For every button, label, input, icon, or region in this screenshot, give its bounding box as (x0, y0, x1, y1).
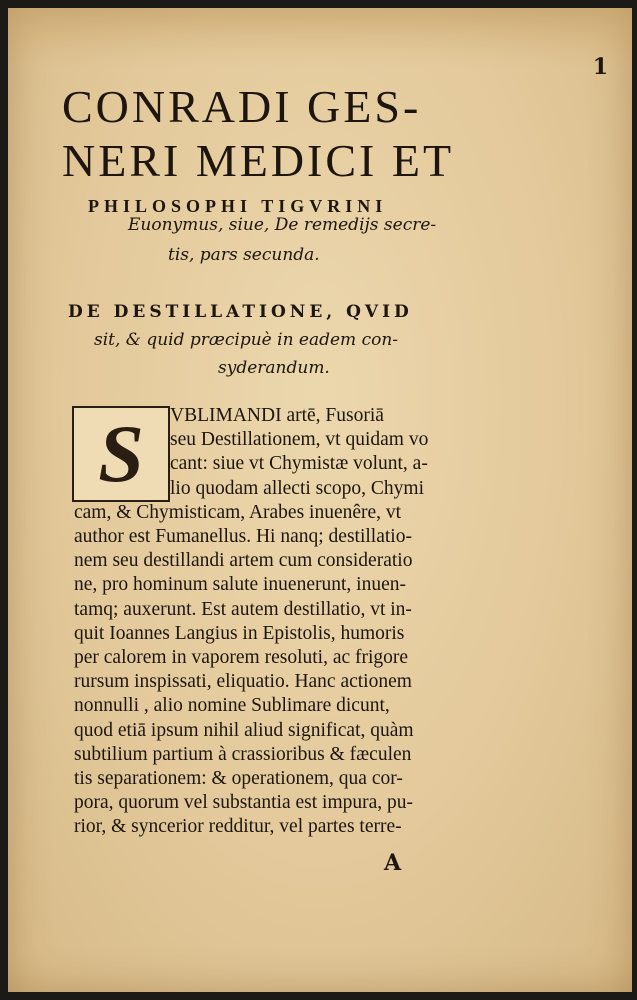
body-line: tis separationem: & operationem, qua cor- (74, 768, 403, 790)
subtitle-line-2: tis, pars secunda. (168, 245, 320, 265)
body-line: per calorem in vaporem resoluti, ac frigore (74, 647, 409, 669)
body-line: rursum inspissati, eliquatio. Hanc actionem (74, 671, 412, 693)
body-line: cant: siue vt Chymistæ volunt, a- (170, 453, 428, 475)
title-block (62, 82, 562, 217)
body-line: nonnulli , alio nomine Sublimare dicunt, (74, 695, 390, 717)
body-line: ne, pro hominum salute inuenerunt, inuen- (74, 574, 406, 596)
title-line-2: NERI MEDICI ET (62, 135, 455, 186)
body-line: pora, quorum vel substantia est impura, pu- (74, 792, 414, 814)
body-line: lio quodam allecti scopo, Chymi (170, 477, 425, 499)
body-line: subtilium partium à crassioribus & fæculen (74, 743, 412, 765)
heading-line-3: syderandum. (218, 358, 330, 378)
page-number: 1 (592, 54, 608, 80)
body-line: nem seu destillandi artem cum consideratio (74, 550, 413, 572)
body-line: seu Destillationem, vt quidam vo (170, 429, 429, 451)
heading-line-2: sit, & quid præcipuè in eadem con- (94, 330, 399, 350)
book-page (8, 8, 632, 992)
ornamental-drop-cap: S (72, 406, 170, 502)
body-line: quod etiā ipsum nihil aliud significat, quàm (74, 719, 414, 741)
signature-mark: A (384, 850, 402, 876)
subtitle-block (128, 210, 448, 270)
heading-line-1: DE DESTILLATIONE, QVID (68, 302, 413, 322)
title-line-1: CONRADI GES- (62, 81, 422, 132)
body-line: tamq; auxerunt. Est autem destillatio, vt in- (74, 598, 412, 620)
body-text (74, 404, 494, 840)
body-line: cam, & Chymisticam, Arabes inuenêre, vt (74, 501, 402, 523)
subtitle-line-1: Euonymus, siue, De remedijs secre- (128, 215, 437, 235)
chapter-heading (68, 298, 518, 382)
title-line-3: PHILOSOPHI TIGVRINI (88, 196, 388, 216)
body-line: VBLIMANDI artē, Fusoriā (170, 405, 384, 426)
body-line: author est Fumanellus. Hi nanq; destillatio- (74, 526, 412, 548)
body-line: quit Ioannes Langius in Epistolis, humoris (74, 622, 405, 644)
body-line: rior, & syncerior redditur, vel partes terre- (74, 816, 402, 838)
